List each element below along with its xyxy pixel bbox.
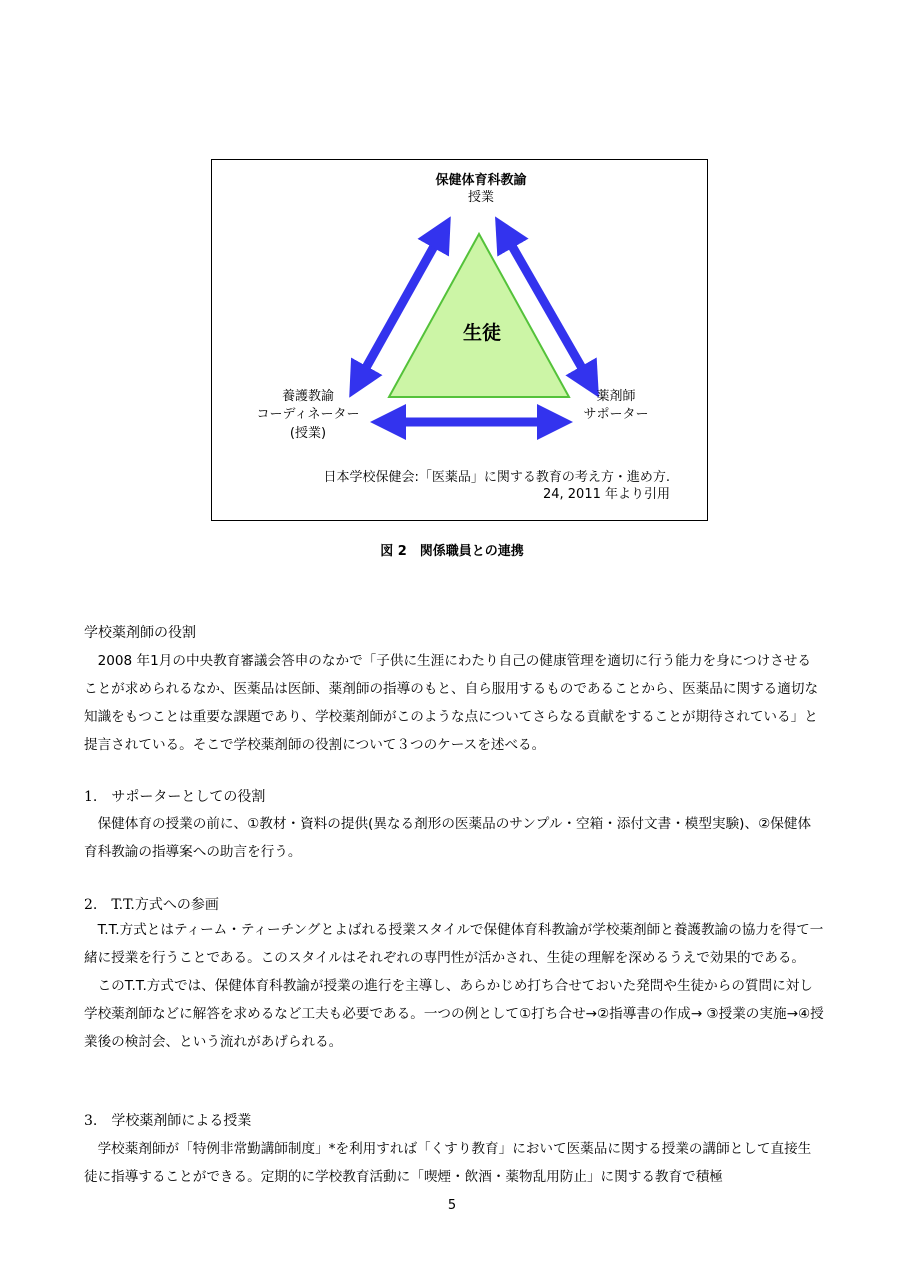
nurse-role-note: (授業) [289,426,327,441]
student-triangle [389,234,569,397]
section-body-supporter [84,810,824,866]
section-body-role [84,647,824,759]
source-citation-line1: 日本学校保健会:「医薬品」に関する教育の考え方・進め方. [323,470,670,485]
section-body-lecture [84,1135,824,1191]
teacher-role: 授業 [467,190,494,205]
pharmacist-role: サポーター [583,407,649,422]
section-heading-lecture: 3. 学校薬剤師による授業 [84,1113,252,1129]
nurse-role: コーディネーター [256,407,360,422]
nurse-label: 養護教諭 [281,389,334,404]
student-label: 生徒 [462,322,501,344]
paragraph: このT.T.方式では、保健体育科教諭が授業の進行を主導し、あらかじめ打ち合せておいた発問や生徒からの質問に対し学校薬剤師などに解答を求めるなど工夫も必要である。一つの例として①打ち合せ→②指導書の作成→ ③授業の実施→④授業後の検討会、という流れがあげられる。 [84,978,824,1050]
paragraph: 学校薬剤師が「特例非常勤講師制度」*を利用すれば「くすり教育」において医薬品に関する授業の講師として直接生徒に指導することができる。定期的に学校教育活動に「喫煙・飲酒・薬物乱用防止」に関する教育で積極 [84,1141,812,1185]
section-heading-supporter: 1. サポーターとしての役割 [84,789,266,805]
section-heading-tt: 2. T.T.方式への参画 [84,897,219,913]
pharmacist-label: 薬剤師 [596,389,636,404]
section-body-tt [84,916,824,1056]
teacher-label: 保健体育科教諭 [435,173,527,188]
page-number: 5 [447,1198,457,1213]
paragraph: 2008 年1月の中央教育審議会答申のなかで「子供に生涯にわたり自己の健康管理を適切に行う能力を身につけさせることが求められるなか、医薬品は医師、薬剤師の指導のもと、自ら服用するものであることから、医薬品に関する適切な知識をもつことは重要な課題であり、学校薬剤師がこのような点についてさらなる貢献をすることが期待されている」と提言されている。そこで学校薬剤師の役割について３つのケースを述べる。 [84,653,819,753]
paragraph: 保健体育の授業の前に、①教材・資料の提供(異なる剤形の医薬品のサンプル・空箱・添付文書・模型実験)、②保健体育科教諭の指導案への助言を行う。 [84,816,812,860]
section-heading-role: 学校薬剤師の役割 [84,625,196,641]
figure-diagram [211,159,708,521]
source-citation-line2: 24, 2011 年より引用 [542,487,670,502]
paragraph: T.T.方式とはティーム・ティーチングとよばれる授業スタイルで保健体育科教諭が学校薬剤師と養護教諭の協力を得て一緒に授業を行うことである。このスタイルはそれぞれの専門性が活かされ、生徒の理解を深めるうえで効果的である。 [84,922,824,966]
figure-caption: 図 2 関係職員との連携 [380,544,524,559]
